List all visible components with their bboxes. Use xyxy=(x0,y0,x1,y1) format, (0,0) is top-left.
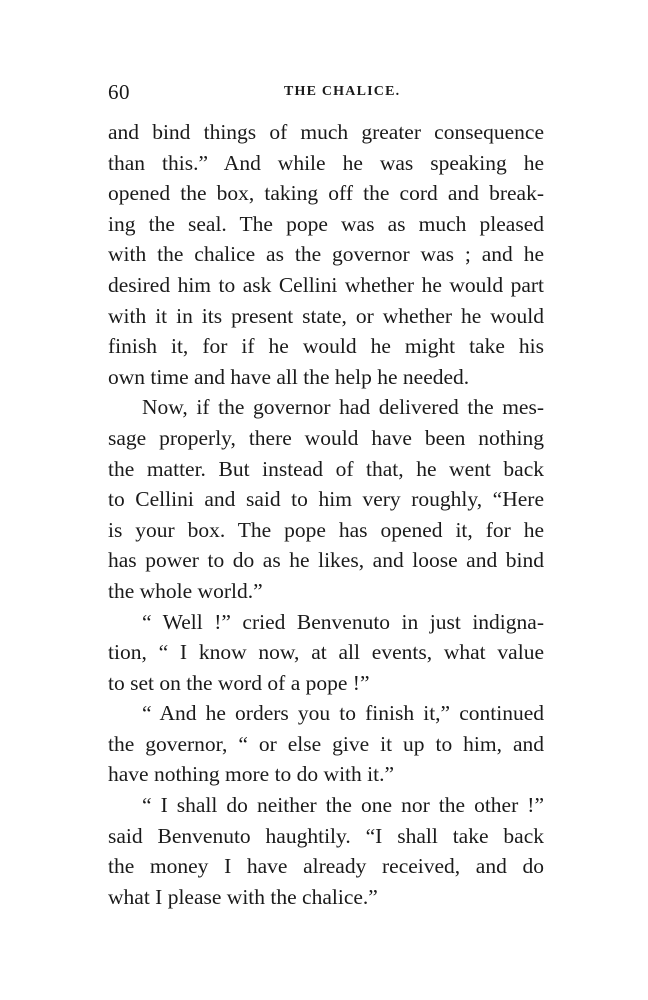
text-line: the whole world.” xyxy=(108,578,263,603)
text-line: sage properly, there would have been nothing xyxy=(108,425,544,450)
text-line: the matter. But instead of that, he went back xyxy=(108,456,544,481)
body-text xyxy=(108,117,544,912)
text-line: the governor, “ or else give it up to him, and xyxy=(108,731,544,756)
running-title: THE CHALICE. xyxy=(284,84,401,99)
running-head xyxy=(108,80,544,104)
text-line: and bind things of much greater consequence xyxy=(108,120,544,144)
text-line: “ I shall do neither the one nor the other !” xyxy=(142,793,544,818)
text-line: desired him to ask Cellini whether he would part xyxy=(108,272,544,297)
text-line: with the chalice as the governor was ; and he xyxy=(108,242,544,267)
text-line: what I please with the chalice.” xyxy=(108,884,378,909)
text-line: “ And he orders you to finish it,” continued xyxy=(142,701,544,726)
text-line: said Benvenuto haughtily. “I shall take back xyxy=(108,823,544,848)
text-line: is your box. The pope has opened it, for he xyxy=(108,517,544,542)
page-number: 60 xyxy=(108,80,130,104)
text-line: tion, “ I know now, at all events, what value xyxy=(108,640,544,665)
text-line: ing the seal. The pope was as much pleased xyxy=(108,211,544,236)
text-line: to Cellini and said to him very roughly, “Here xyxy=(108,487,544,512)
text-line: to set on the word of a pope !” xyxy=(108,670,370,695)
text-line: opened the box, taking off the cord and break- xyxy=(108,181,544,206)
text-line: Now, if the governor had delivered the mes- xyxy=(142,395,544,420)
text-line: has power to do as he likes, and loose and bind xyxy=(108,548,544,573)
text-line: have nothing more to do with it.” xyxy=(108,762,395,787)
text-line: than this.” And while he was speaking he xyxy=(108,150,544,175)
text-line: “ Well !” cried Benvenuto in just indigna- xyxy=(142,609,544,634)
text-line: finish it, for if he would he might take his xyxy=(108,334,544,359)
text-line: own time and have all the help he needed. xyxy=(108,364,470,389)
text-line: with it in its present state, or whether he would xyxy=(108,303,544,328)
text-line: the money I have already received, and do xyxy=(108,854,544,879)
